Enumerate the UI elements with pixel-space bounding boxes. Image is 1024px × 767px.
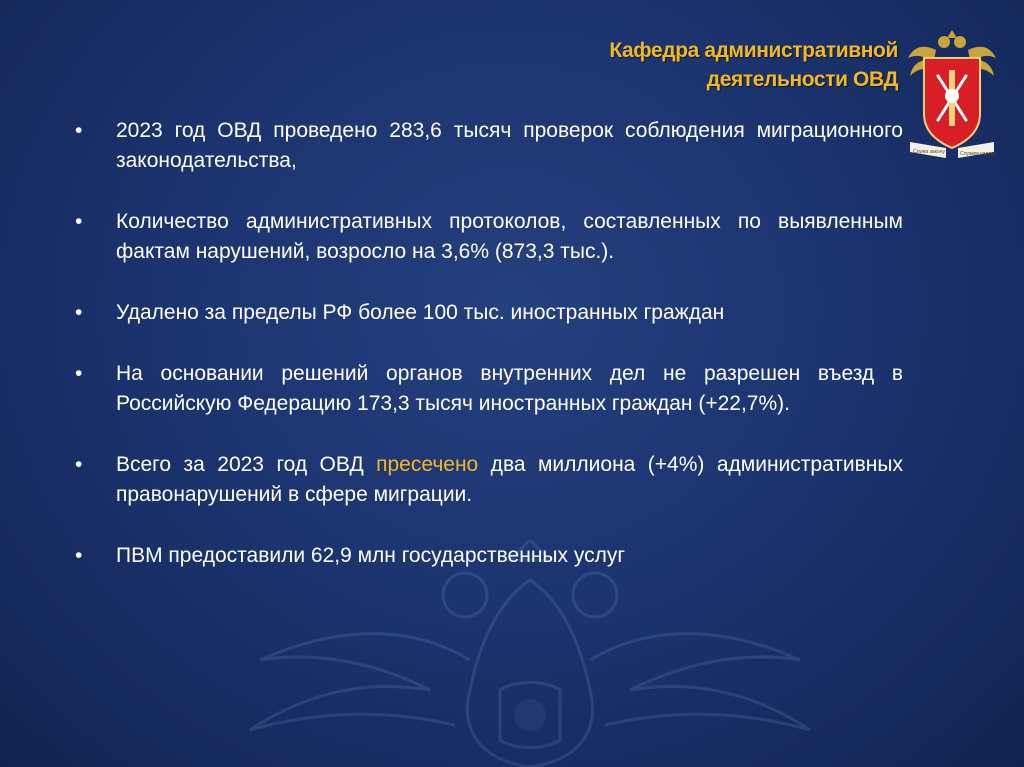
department-title	[609, 36, 898, 94]
bullet-dot: •	[75, 362, 83, 385]
mvd-emblem-icon	[906, 24, 998, 166]
list-item	[75, 541, 903, 571]
department-title-line-2: деятельности ОВД	[706, 68, 898, 91]
bullet-dot: •	[75, 119, 83, 142]
bullet-text: Количество административных протоколов, составленных по выявленным фактам нарушений, возросло на 3,6% (873,3 тыс.).	[116, 210, 903, 263]
bullet-dot: •	[75, 301, 83, 324]
bullet-dot: •	[75, 210, 83, 233]
emblem-ribbon-right: Служим народу	[960, 151, 997, 157]
highlighted-word: пресечено	[376, 453, 479, 476]
bullet-dot: •	[75, 544, 83, 567]
list-item	[75, 450, 903, 510]
bullet-text: Удалено за пределы РФ более 100 тыс. иностранных граждан	[116, 301, 725, 324]
list-item	[75, 359, 903, 419]
list-item	[75, 207, 903, 267]
bullet-dot: •	[75, 453, 83, 476]
bullet-text: На основании решений органов внутренних дел не разрешен въезд в Российскую Федерацию 173,3 тысяч иностранных граждан (+22,7%).	[116, 362, 903, 415]
list-item	[75, 116, 903, 176]
list-item	[75, 298, 903, 328]
department-title-line-1: Кафедра административной	[609, 39, 898, 62]
bullet-text-after: два миллиона (+4%) административных правонарушений в сфере миграции.	[116, 453, 903, 506]
bullet-text: 2023 год ОВД проведено 283,6 тысяч проверок соблюдения миграционного законодательства,	[116, 119, 903, 172]
bullet-text-before: Всего за 2023 год ОВД	[116, 453, 377, 476]
bullet-list	[75, 116, 903, 602]
bullet-text: ПВМ предоставили 62,9 млн государственных услуг	[116, 544, 626, 567]
emblem-ribbon-left: Служа закону	[913, 149, 945, 155]
